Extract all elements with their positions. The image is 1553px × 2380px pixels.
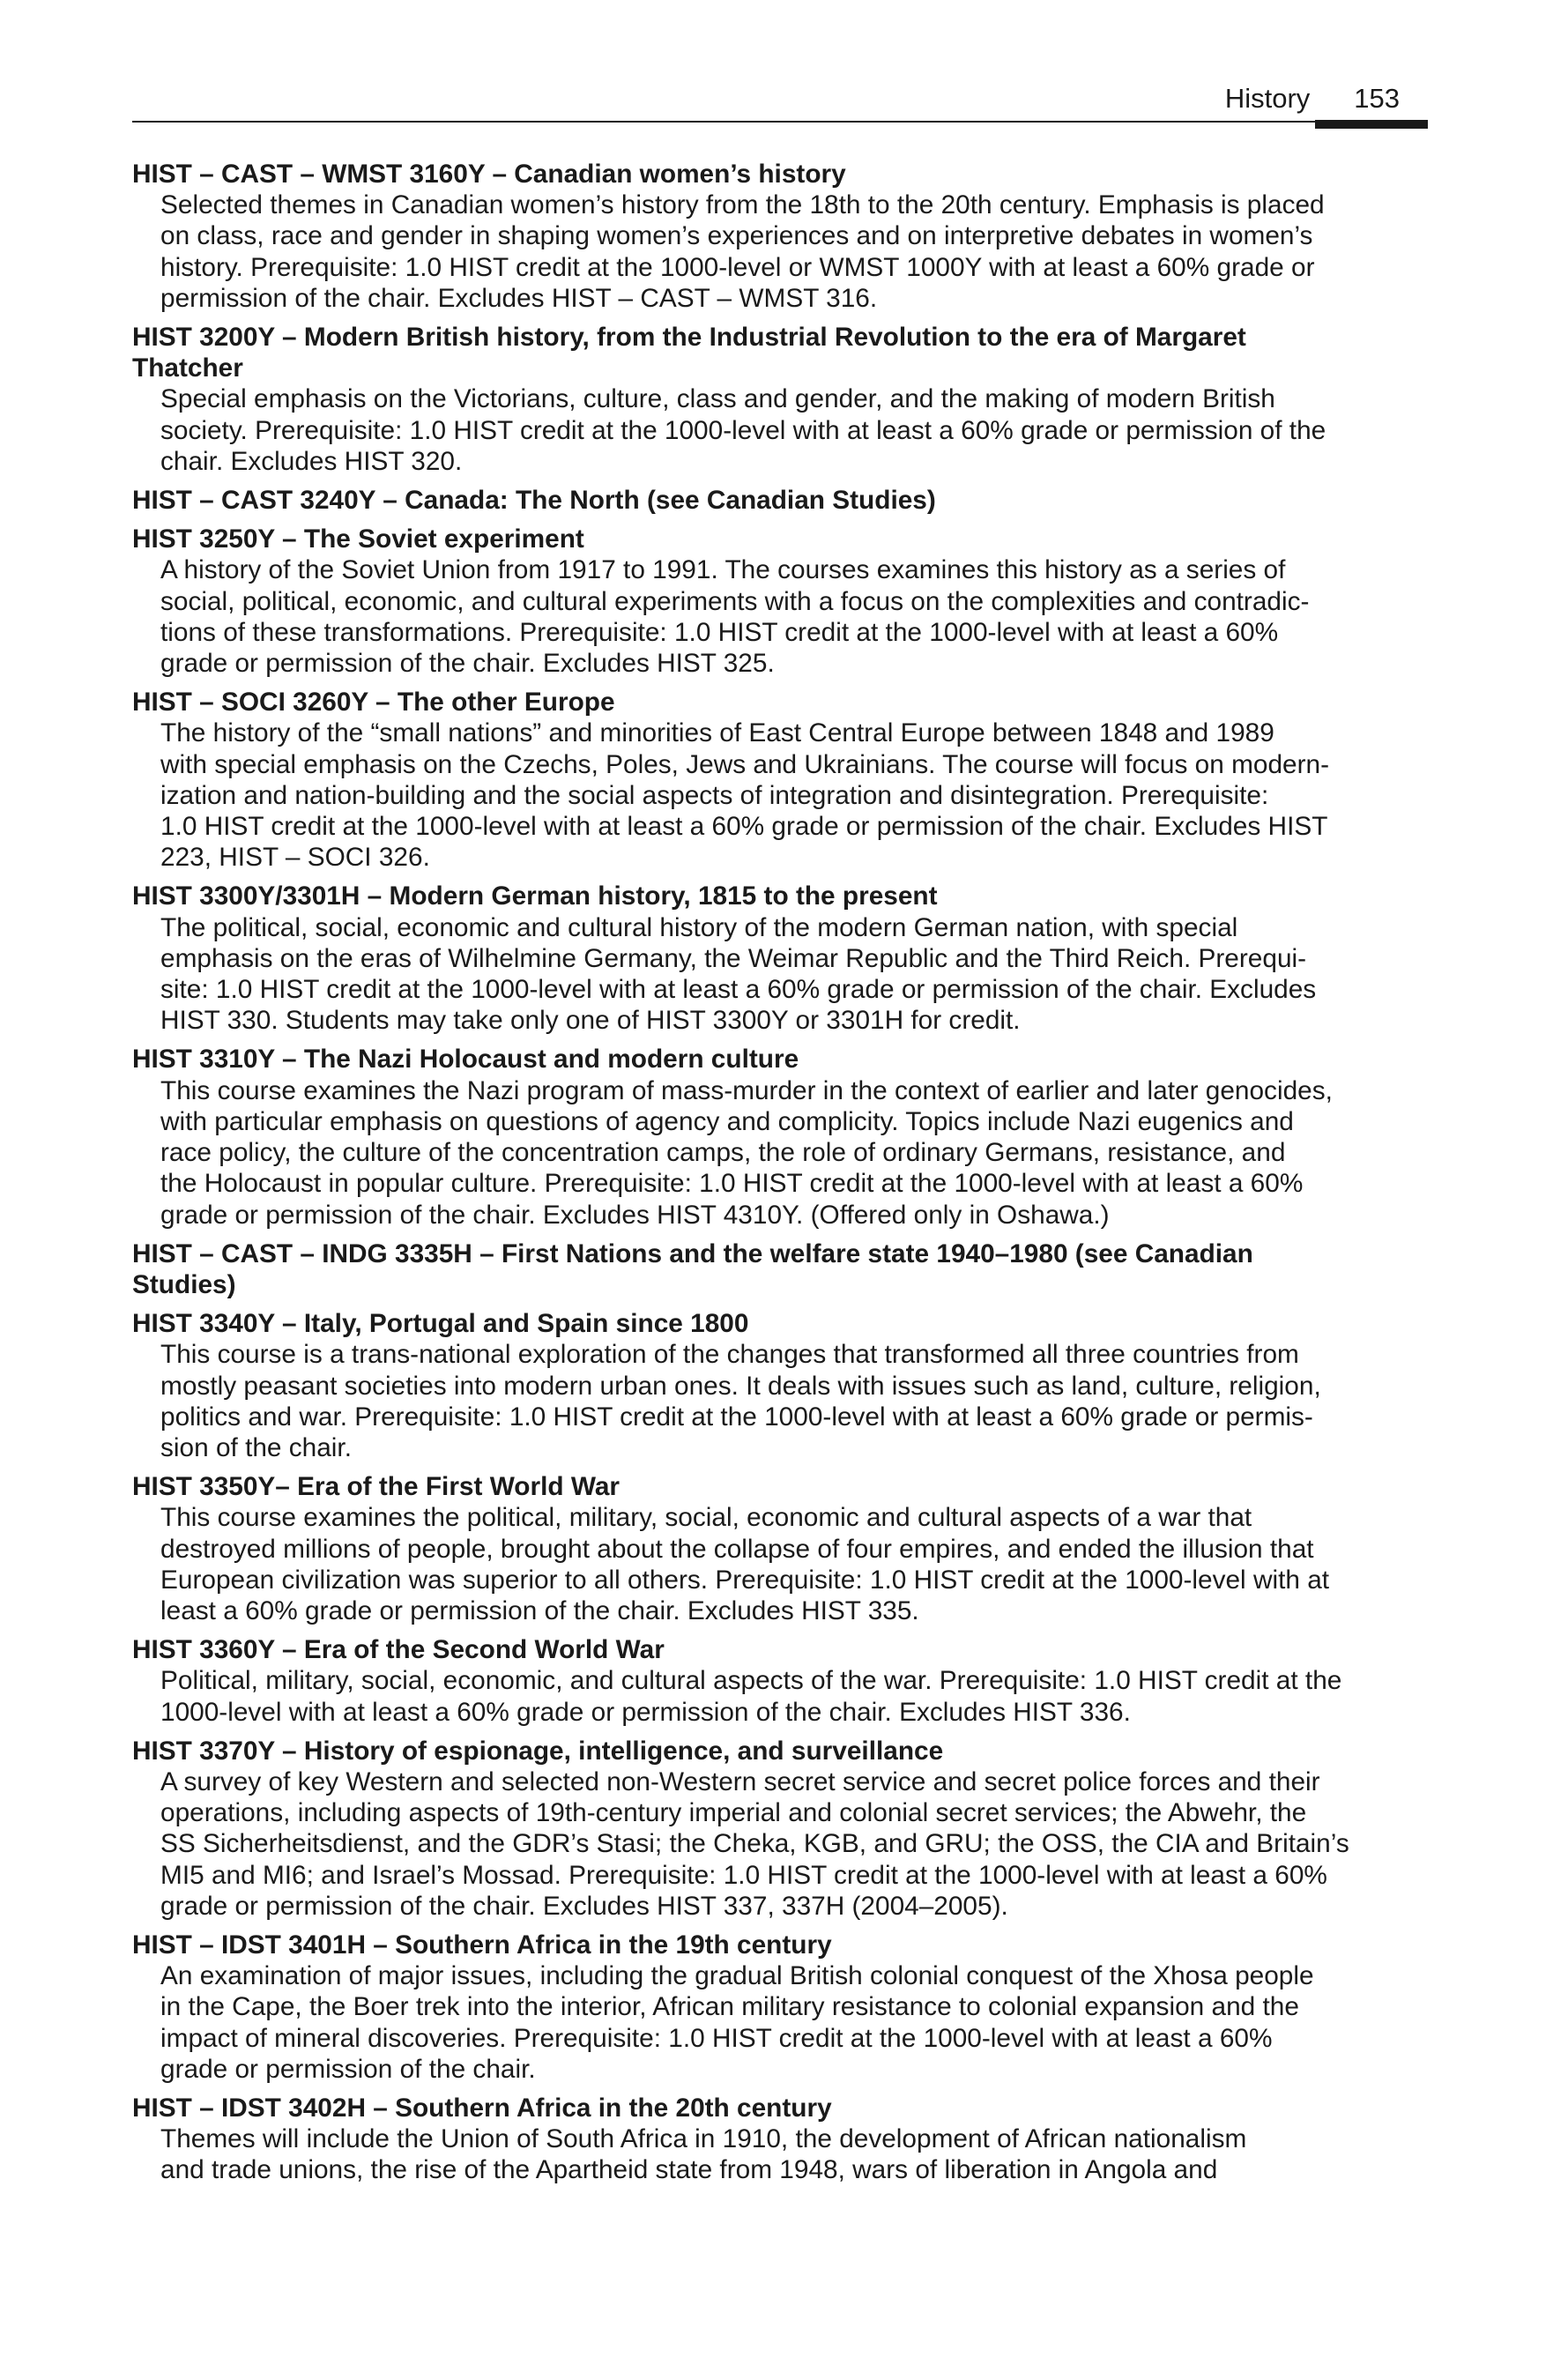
course-entry bbox=[132, 524, 1428, 679]
course-description-line: 1.0 HIST credit at the 1000-level with at least a 60% grade or permission of the chair. Excludes HIST bbox=[160, 812, 1328, 842]
course-description-line: operations, including aspects of 19th-century imperial and colonial secret services; the Abwehr, the bbox=[160, 1798, 1307, 1828]
course-title bbox=[132, 1471, 1428, 1502]
course-description-line: in the Cape, the Boer trek into the interior, African military resistance to colonial expansion and the bbox=[160, 1992, 1299, 2022]
course-title bbox=[132, 1634, 1428, 1665]
course-description-line: A history of the Soviet Union from 1917 to 1991. The courses examines this history as a series of bbox=[160, 555, 1286, 585]
header-rule bbox=[132, 121, 1428, 123]
course-description bbox=[132, 1339, 1428, 1463]
course-description-line: MI5 and MI6; and Israel’s Mossad. Prerequisite: 1.0 HIST credit at the 1000-level with at least a 60% bbox=[160, 1860, 1327, 1890]
course-description-line: This course examines the Nazi program of mass-murder in the context of earlier and later genocides, bbox=[160, 1075, 1333, 1105]
course-description bbox=[132, 912, 1428, 1037]
course-title bbox=[132, 1044, 1428, 1075]
course-description-line: history. Prerequisite: 1.0 HIST credit at the 1000-level or WMST 1000Y with at least a 60% grade or bbox=[160, 252, 1315, 282]
course-description-line: grade or permission of the chair. Excludes HIST 4310Y. (Offered only in Oshawa.) bbox=[160, 1200, 1110, 1230]
course-description-line: social, political, economic, and cultural experiments with a focus on the complexities and contradic- bbox=[160, 586, 1310, 616]
course-title-line: Studies) bbox=[132, 1269, 236, 1299]
course-title bbox=[132, 485, 1428, 516]
course-title bbox=[132, 1736, 1428, 1766]
course-description-line: This course examines the political, military, social, economic and cultural aspects of a war that bbox=[160, 1503, 1252, 1533]
course-description-line: with special emphasis on the Czechs, Poles, Jews and Ukrainians. The course will focus on modern- bbox=[160, 749, 1330, 779]
course-description-line: Political, military, social, economic, and cultural aspects of the war. Prerequisite: 1.0 HIST credit at the bbox=[160, 1666, 1342, 1696]
page-number: 153 bbox=[1354, 83, 1400, 114]
course-description bbox=[132, 718, 1428, 873]
course-entry bbox=[132, 1044, 1428, 1230]
header-tab-bar bbox=[1315, 120, 1428, 129]
course-description-line: HIST 330. Students may take only one of HIST 3300Y or 3301H for credit. bbox=[160, 1006, 1021, 1036]
course-entry bbox=[132, 1930, 1428, 2085]
course-title-line: HIST 3370Y – History of espionage, intelligence, and surveillance bbox=[132, 1736, 944, 1766]
course-description-line: grade or permission of the chair. Excludes HIST 337, 337H (2004–2005). bbox=[160, 1891, 1008, 1921]
course-description-line: race policy, the culture of the concentration camps, the role of ordinary Germans, resistance, and bbox=[160, 1138, 1286, 1168]
course-title bbox=[132, 322, 1428, 383]
course-description-line: the Holocaust in popular culture. Prerequisite: 1.0 HIST credit at the 1000-level with at least a 60% bbox=[160, 1169, 1304, 1199]
course-title-line: HIST – CAST 3240Y – Canada: The North (see Canadian Studies) bbox=[132, 486, 936, 516]
course-title-line: HIST – IDST 3401H – Southern Africa in the 19th century bbox=[132, 1930, 832, 1960]
course-title bbox=[132, 524, 1428, 554]
course-title bbox=[132, 1308, 1428, 1339]
course-title-line: HIST 3300Y/3301H – Modern German history, 1815 to the present bbox=[132, 881, 938, 911]
course-description bbox=[132, 554, 1428, 679]
course-description-line: destroyed millions of people, brought about the collapse of four empires, and ended the illusion that bbox=[160, 1534, 1314, 1564]
course-title-line: HIST 3200Y – Modern British history, from the Industrial Revolution to the era of Margaret bbox=[132, 323, 1246, 353]
course-description-line: sion of the chair. bbox=[160, 1432, 352, 1462]
running-head bbox=[1225, 79, 1428, 118]
course-title bbox=[132, 159, 1428, 190]
course-title-line: HIST 3250Y – The Soviet experiment bbox=[132, 524, 584, 554]
course-title-line: HIST – IDST 3402H – Southern Africa in the 20th century bbox=[132, 2093, 832, 2123]
course-description-line: least a 60% grade or permission of the chair. Excludes HIST 335. bbox=[160, 1595, 919, 1625]
course-entry bbox=[132, 1634, 1428, 1728]
course-description-line: tions of these transformations. Prerequisite: 1.0 HIST credit at the 1000-level with at least a 60% bbox=[160, 617, 1279, 647]
course-title-line: HIST – CAST – WMST 3160Y – Canadian women’s history bbox=[132, 160, 846, 189]
course-entry bbox=[132, 687, 1428, 873]
course-description-line: site: 1.0 HIST credit at the 1000-level with at least a 60% grade or permission of the chair. Excludes bbox=[160, 975, 1317, 1005]
course-description-line: A survey of key Western and selected non-Western secret service and secret police forces and their bbox=[160, 1766, 1320, 1796]
course-description-line: 223, HIST – SOCI 326. bbox=[160, 843, 430, 873]
course-entry bbox=[132, 1471, 1428, 1626]
course-title bbox=[132, 1238, 1428, 1300]
course-description-line: chair. Excludes HIST 320. bbox=[160, 446, 463, 476]
course-entry bbox=[132, 881, 1428, 1036]
course-description bbox=[132, 1665, 1428, 1727]
course-description-line: ization and nation-building and the social aspects of integration and disintegration. Prerequisite: bbox=[160, 780, 1269, 810]
course-description-line: This course is a trans-national exploration of the changes that transformed all three countries from bbox=[160, 1340, 1299, 1370]
course-entry bbox=[132, 159, 1428, 314]
course-description-line: The political, social, economic and cultural history of the modern German nation, with special bbox=[160, 912, 1238, 942]
course-description-line: SS Sicherheitsdienst, and the GDR’s Stasi; the Cheka, KGB, and GRU; the OSS, the CIA and Britain’s bbox=[160, 1829, 1349, 1859]
course-description-line: grade or permission of the chair. bbox=[160, 2054, 536, 2084]
course-title bbox=[132, 1930, 1428, 1960]
course-description-line: mostly peasant societies into modern urban ones. It deals with issues such as land, culture, religion, bbox=[160, 1371, 1321, 1401]
course-list bbox=[132, 159, 1428, 2194]
course-entry bbox=[132, 2093, 1428, 2186]
course-title-line: HIST 3310Y – The Nazi Holocaust and modern culture bbox=[132, 1045, 799, 1075]
course-description-line: Selected themes in Canadian women’s history from the 18th to the 20th century. Emphasis is placed bbox=[160, 190, 1325, 220]
course-description-line: The history of the “small nations” and minorities of East Central Europe between 1848 and 1989 bbox=[160, 718, 1274, 748]
course-title-line: HIST 3340Y – Italy, Portugal and Spain since 1800 bbox=[132, 1309, 749, 1339]
course-description bbox=[132, 1766, 1428, 1922]
course-description-line: society. Prerequisite: 1.0 HIST credit at the 1000-level with at least a 60% grade or permission of the bbox=[160, 415, 1326, 445]
course-description bbox=[132, 1960, 1428, 2085]
course-entry bbox=[132, 322, 1428, 477]
course-description-line: An examination of major issues, including the gradual British colonial conquest of the Xhosa people bbox=[160, 1961, 1314, 1991]
course-description-line: and trade unions, the rise of the Apartheid state from 1948, wars of liberation in Angola and bbox=[160, 2155, 1218, 2185]
course-description bbox=[132, 383, 1428, 477]
course-title bbox=[132, 2093, 1428, 2123]
course-description bbox=[132, 2123, 1428, 2185]
course-description-line: Themes will include the Union of South Africa in 1910, the development of African nationalism bbox=[160, 2124, 1247, 2154]
course-description-line: on class, race and gender in shaping women’s experiences and on interpretive debates in women’s bbox=[160, 221, 1313, 251]
course-description-line: grade or permission of the chair. Excludes HIST 325. bbox=[160, 649, 775, 679]
course-title-line: HIST – SOCI 3260Y – The other Europe bbox=[132, 688, 615, 718]
course-title bbox=[132, 881, 1428, 911]
course-description-line: politics and war. Prerequisite: 1.0 HIST credit at the 1000-level with at least a 60% grade or permis- bbox=[160, 1402, 1313, 1432]
course-description-line: emphasis on the eras of Wilhelmine Germany, the Weimar Republic and the Third Reich. Prerequi- bbox=[160, 943, 1307, 973]
course-entry bbox=[132, 485, 1428, 516]
course-description-line: 1000-level with at least a 60% grade or permission of the chair. Excludes HIST 336. bbox=[160, 1697, 1131, 1727]
course-title bbox=[132, 687, 1428, 718]
course-entry bbox=[132, 1238, 1428, 1300]
course-title-line: Thatcher bbox=[132, 353, 243, 383]
course-description-line: permission of the chair. Excludes HIST – CAST – WMST 316. bbox=[160, 283, 878, 313]
course-description-line: European civilization was superior to all others. Prerequisite: 1.0 HIST credit at the 1000-level with at bbox=[160, 1565, 1330, 1595]
course-description bbox=[132, 1502, 1428, 1626]
course-title-line: HIST 3360Y – Era of the Second World War bbox=[132, 1635, 665, 1665]
course-description bbox=[132, 190, 1428, 314]
course-title-line: HIST 3350Y– Era of the First World War bbox=[132, 1472, 620, 1502]
section-name: History bbox=[1224, 83, 1311, 114]
course-description-line: Special emphasis on the Victorians, culture, class and gender, and the making of modern British bbox=[160, 384, 1275, 414]
course-description bbox=[132, 1075, 1428, 1231]
course-description-line: impact of mineral discoveries. Prerequisite: 1.0 HIST credit at the 1000-level with at least a 60% bbox=[160, 2023, 1273, 2053]
course-entry bbox=[132, 1736, 1428, 1922]
course-description-line: with particular emphasis on questions of agency and complicity. Topics include Nazi eugenics and bbox=[160, 1106, 1294, 1136]
page-header bbox=[132, 79, 1428, 132]
course-title-line: HIST – CAST – INDG 3335H – First Nations and the welfare state 1940–1980 (see Canadian bbox=[132, 1238, 1253, 1268]
course-entry bbox=[132, 1308, 1428, 1463]
